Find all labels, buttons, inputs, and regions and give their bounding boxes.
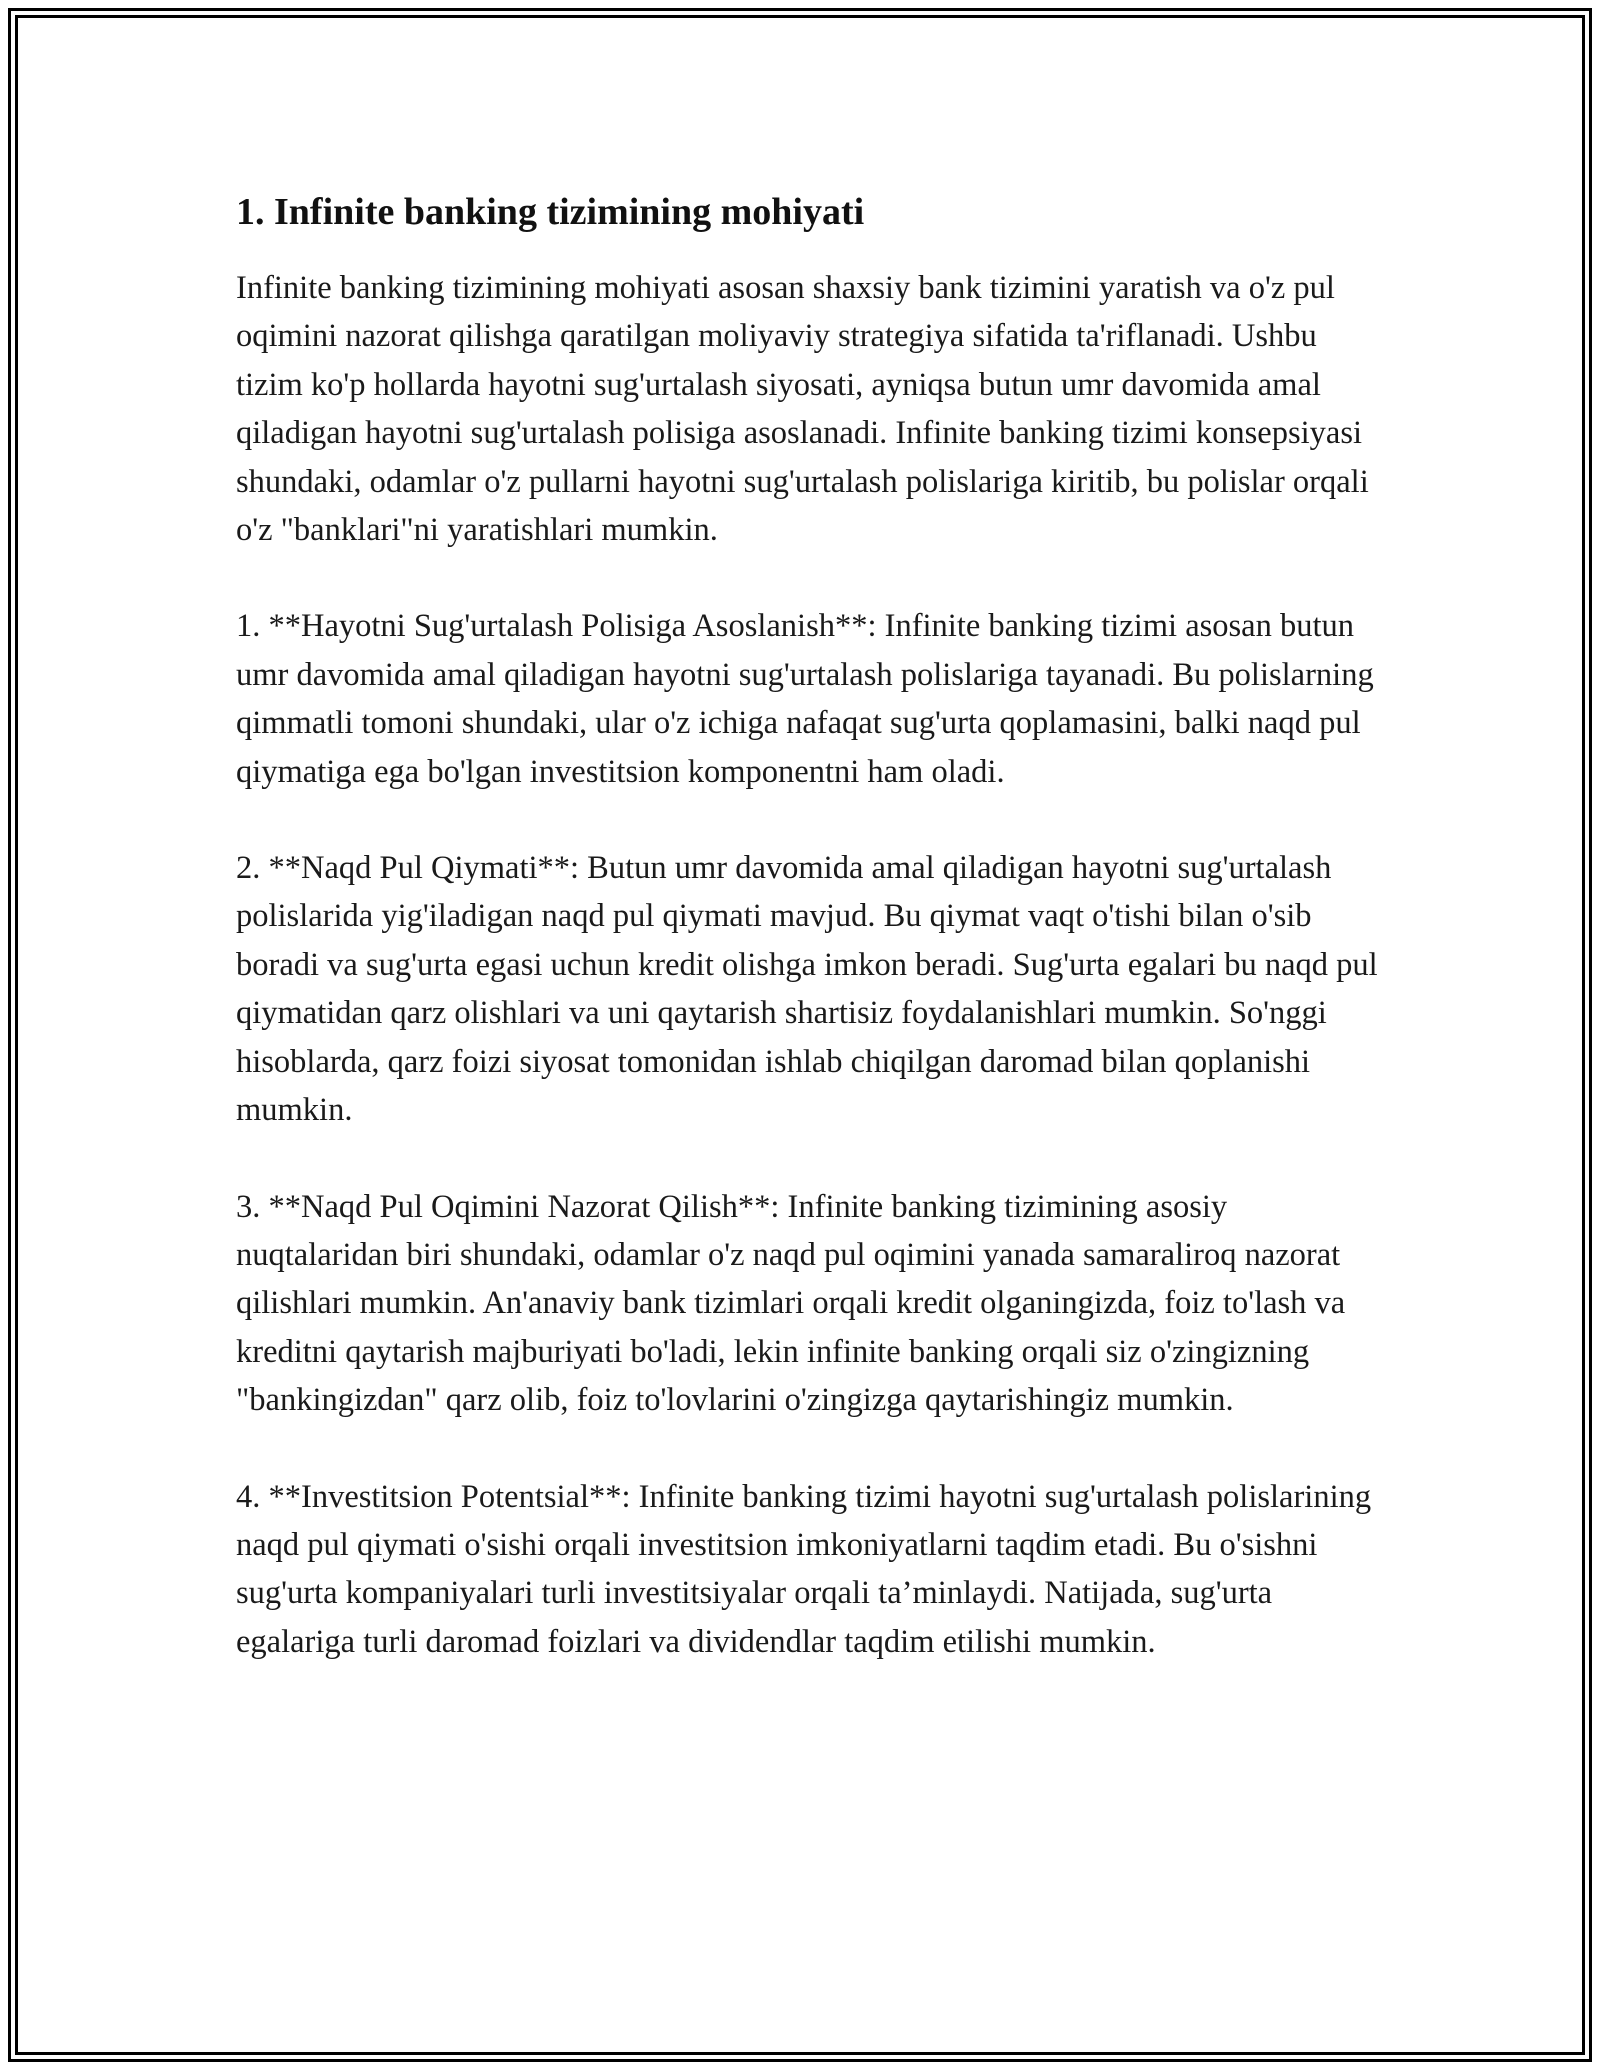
point-1-paragraph: 1. **Hayotni Sug'urtalash Polisiga Asoslanish**: Infinite banking tizimi asosan butun umr davomida amal qiladigan hayotni sug'urtalash polislariga tayanadi. Bu polislarning qimmatli tomoni shundaki, ular o'z ichiga nafaqat sug'urta qoplamasini, balki naqd pul qiymatiga ega bo'lgan investitsion komponentni ham oladi. <box>236 608 1374 790</box>
document-body <box>236 186 1386 1666</box>
point-4-paragraph: 4. **Investitsion Potentsial**: Infinite banking tizimi hayotni sug'urtalash polislarining naqd pul qiymati o'sishi orqali investitsion imkoniyatlarni taqdim etadi. Bu o'sishni sug'urta kompaniyalari turli investitsiyalar orqali ta’minlaydi. Natijada, sug'urta egalariga turli daromad foizlari va dividendlar taqdim etilishi mumkin. <box>236 1478 1372 1660</box>
intro-paragraph: Infinite banking tizimining mohiyati asosan shaxsiy bank tizimini yaratish va o'z pul oqimini nazorat qilishga qaratilgan moliyaviy strategiya sifatida ta'riflanadi. Ushbu tizim ko'p hollarda hayotni sug'urtalash siyosati, ayniqsa butun umr davomida amal qiladigan hayotni sug'urtalash polisiga asoslanadi. Infinite banking tizimi konsepsiyasi shundaki, odamlar o'z pullarni hayotni sug'urtalash polislariga kiritib, bu polislar orqali o'z "banklari"ni yaratishlari mumkin. <box>236 270 1369 549</box>
point-2-paragraph: 2. **Naqd Pul Qiymati**: Butun umr davomida amal qiladigan hayotni sug'urtalash polislarida yig'iladigan naqd pul qiymati mavjud. Bu qiymat vaqt o'tishi bilan o'sib boradi va sug'urta egasi uchun kredit olishga imkon beradi. Sug'urta egalari bu naqd pul qiymatidan qarz olishlari va uni qaytarish shartisiz foydalanishlari mumkin. So'nggi hisoblarda, qarz foizi siyosat tomonidan ishlab chiqilgan daromad bilan qoplanishi mumkin. <box>236 850 1378 1129</box>
point-3-paragraph: 3. **Naqd Pul Oqimini Nazorat Qilish**: Infinite banking tizimining asosiy nuqtalaridan biri shundaki, odamlar o'z naqd pul oqimini yanada samaraliroq nazorat qilishlari mumkin. An'anaviy bank tizimlari orqali kredit olganingizda, foiz to'lash va kreditni qaytarish majburiyati bo'ladi, lekin infinite banking orqali siz o'zingizning "bankingizdan" qarz olib, foiz to'lovlarini o'zingizga qaytarishingiz mumkin. <box>236 1188 1346 1419</box>
section-heading: 1. Infinite banking tizimining mohiyati <box>236 191 865 233</box>
